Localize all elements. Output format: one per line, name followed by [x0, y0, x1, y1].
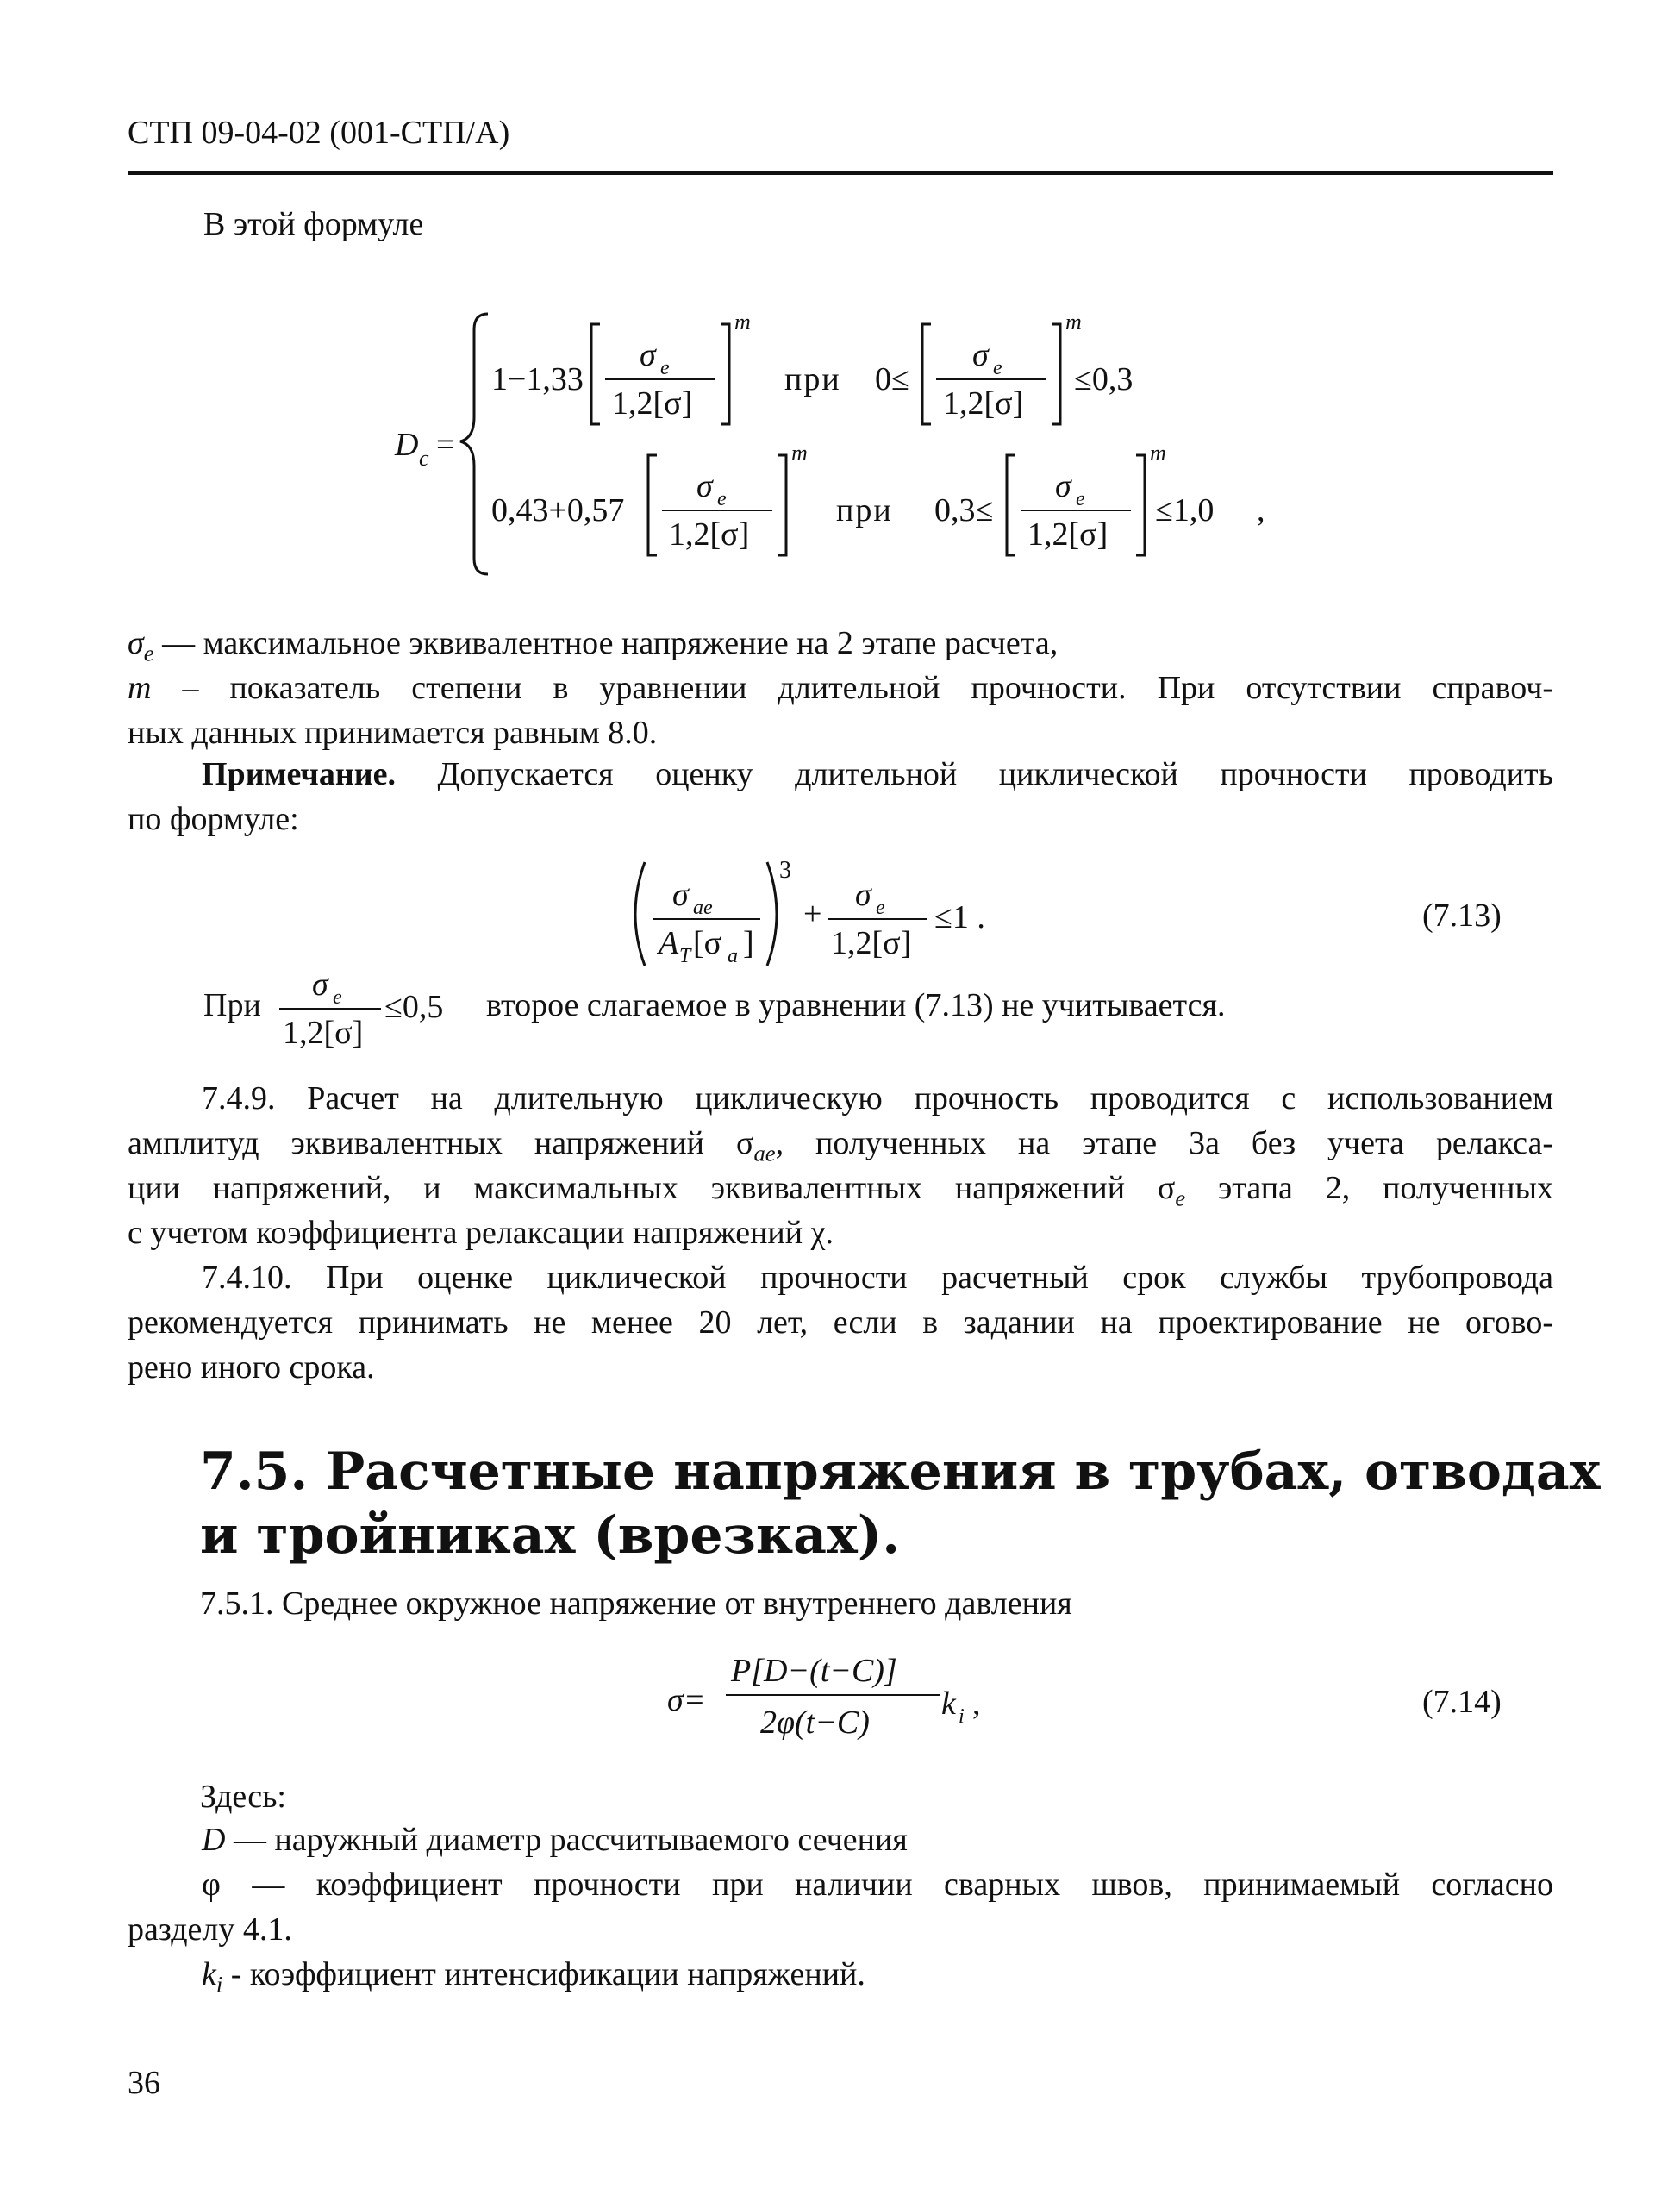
- svg-text:1,2[σ]: 1,2[σ]: [831, 925, 912, 961]
- svg-text:σ: σ: [1055, 468, 1071, 504]
- svg-text:A: A: [659, 925, 679, 961]
- svg-text:m: m: [1150, 441, 1166, 466]
- page-number: 36: [128, 2065, 160, 2101]
- svg-text:ae: ae: [693, 897, 713, 919]
- svg-text:m: m: [734, 310, 751, 335]
- paragraph-7-4-9: 7.4.9. Расчет на длительную циклическую прочность проводится с использованием амплитуд эквивалентных напряжений $\sigma_{ae}$, полученных на этапе 3а без учета релакса- ции напряжений, и максимальных эквивалентных напряжений $\sigma_e$ этапа 2, полученных с учетом коэффициента релаксации напряжений χ.: [128, 1080, 1553, 1251]
- section-heading-line1: 7.5. Расчетные напряжения в трубах, отводах: [200, 1442, 1601, 1502]
- svg-text:P[D−(t−C)]: P[D−(t−C)]: [731, 1653, 897, 1689]
- intro-text: В этой формуле: [203, 206, 424, 242]
- svg-text:m: m: [791, 441, 808, 466]
- svg-text:e: e: [876, 897, 885, 919]
- definitions-block: [128, 622, 1553, 760]
- svg-text:σ: σ: [672, 877, 689, 913]
- svg-text:0,43+0,57: 0,43+0,57: [491, 492, 625, 528]
- header-rule: [128, 171, 1553, 175]
- def-sigma-e: $\sigma_e$ — максимальное эквивалентное напряжение на 2 этапе расчета,: [128, 625, 1059, 666]
- svg-text:c: c: [419, 446, 429, 471]
- def-ki: $k_i$ - коэффициент интенсификации напряжений.: [202, 1956, 865, 1998]
- def-D: D — наружный диаметр рассчитываемого сечения: [202, 1822, 908, 1858]
- svg-text:e: e: [993, 357, 1002, 379]
- svg-text:≤0,5: ≤0,5: [384, 989, 444, 1025]
- note-line2: по формуле:: [128, 801, 299, 837]
- svg-text:σ: σ: [696, 468, 713, 504]
- svg-text:T: T: [679, 945, 691, 967]
- here-label: Здесь:: [200, 1779, 286, 1815]
- running-title: СТП 09-04-02 (001-СТП/А): [128, 115, 510, 151]
- svg-text:k: k: [941, 1686, 956, 1722]
- svg-text:σ: σ: [972, 337, 989, 373]
- svg-text:σ: σ: [312, 966, 328, 1003]
- svg-text:1,2[σ]: 1,2[σ]: [943, 385, 1024, 422]
- svg-text:+: +: [803, 896, 822, 932]
- svg-text:1,2[σ]: 1,2[σ]: [1027, 516, 1109, 553]
- when-line-fraction: [276, 960, 491, 1055]
- def-phi-line1: φ — коэффициент прочности при наличии сварных швов, принимаемый согласно: [202, 1867, 1553, 1903]
- section-heading-line2: и тройниках (врезках).: [200, 1505, 901, 1566]
- svg-text:≤1,0: ≤1,0: [1155, 492, 1215, 528]
- def-phi-line2: разделу 4.1.: [128, 1911, 292, 1948]
- svg-text:]: ]: [743, 925, 754, 961]
- svg-text:2φ(t−C): 2φ(t−C): [760, 1704, 870, 1741]
- svg-text:e: e: [333, 986, 342, 1009]
- note-label: Примечание.: [202, 756, 396, 792]
- equation-7-14: [664, 1638, 1026, 1759]
- svg-text:3: 3: [779, 857, 791, 884]
- svg-text:при: при: [836, 492, 893, 528]
- when-line-pre: При: [203, 987, 261, 1023]
- note-line1: Примечание. Допускается оценку длительной циклической прочности проводить: [202, 756, 1553, 792]
- svg-text:1,2[σ]: 1,2[σ]: [283, 1015, 364, 1051]
- svg-text:=: =: [436, 427, 455, 463]
- def-m-line2: ных данных принимается равным 8.0.: [128, 715, 658, 751]
- definitions-block-2: [128, 1819, 1553, 2000]
- piecewise-formula: [379, 300, 1310, 585]
- svg-text:e: e: [660, 357, 670, 379]
- svg-text:при: при: [784, 361, 841, 397]
- svg-text:1,2[σ]: 1,2[σ]: [669, 516, 750, 553]
- svg-text:0,3≤: 0,3≤: [934, 492, 994, 528]
- def-m-line1: m – показатель степени в уравнении длительной прочности. При отсутствии справоч-: [128, 670, 1553, 706]
- svg-text:≤1 .: ≤1 .: [934, 899, 985, 935]
- svg-text:e: e: [1076, 488, 1085, 510]
- svg-text:0≤: 0≤: [875, 361, 909, 397]
- paragraph-7-4-10: 7.4.10. При оценке циклической прочности расчетный срок службы трубопровода рекомендуется принимать не менее 20 лет, если в задании на проектирование не огово- рено иного срока.: [128, 1260, 1553, 1385]
- equation-number-7-14: (7.14): [1422, 1684, 1502, 1720]
- svg-text:,: ,: [972, 1686, 981, 1722]
- svg-text:σ: σ: [640, 337, 656, 373]
- svg-text:≤0,3: ≤0,3: [1074, 361, 1134, 397]
- svg-text:σ: σ: [855, 877, 871, 913]
- paragraph-7-5-1: 7.5.1. Среднее окружное напряжение от внутреннего давления: [200, 1585, 1072, 1622]
- svg-text:[σ: [σ: [693, 925, 722, 961]
- formula-lhs: D: [395, 427, 419, 463]
- svg-text:e: e: [717, 488, 727, 510]
- svg-text:,: ,: [1257, 492, 1265, 528]
- equation-7-13: [621, 854, 1034, 983]
- svg-text:1,2[σ]: 1,2[σ]: [612, 385, 693, 422]
- svg-text:a: a: [728, 945, 738, 967]
- svg-text:m: m: [1065, 310, 1082, 335]
- note-block: [128, 754, 1553, 848]
- svg-text:σ=: σ=: [667, 1682, 706, 1718]
- when-line-text: второе слагаемое в уравнении (7.13) не учитывается.: [486, 987, 1226, 1023]
- curly-brace: [460, 314, 488, 574]
- equation-number-7-13: (7.13): [1422, 897, 1502, 934]
- svg-text:i: i: [959, 1705, 965, 1728]
- svg-text:1−1,33: 1−1,33: [491, 361, 584, 397]
